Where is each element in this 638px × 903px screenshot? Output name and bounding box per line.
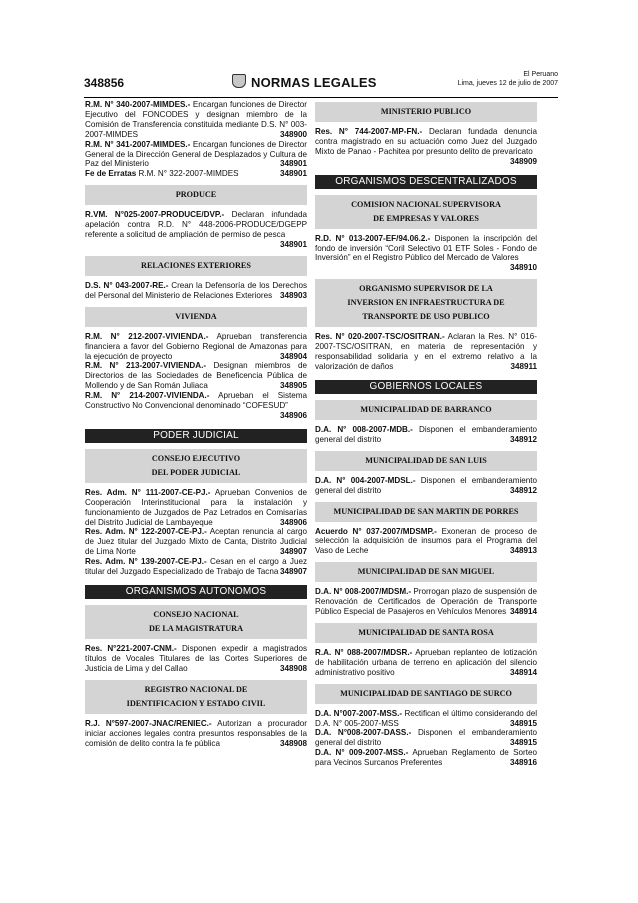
entry-summary: Encargan funciones de Director Ejecutivo del FONCODES y designan miembro de la Comisión de Transferencia constituida mediante D.S. N° 003-2007-MIMDES [85, 100, 307, 139]
index-entry [315, 748, 537, 768]
index-entry [85, 557, 307, 577]
index-entry [315, 587, 537, 617]
entry-summary: Rectifican el último considerando del D.A. N° 005-2007-MSS [315, 708, 537, 728]
index-entry [315, 648, 537, 678]
entry-page-number: 348904 [279, 351, 307, 361]
entry-summary: Disponen expedir a magistrados títulos de Vocales Titulares de las Cortes Superiores de Justicia de Lima y del Callao [85, 644, 307, 673]
section-poder-judicial: PODER JUDICIAL [85, 429, 307, 443]
ministerio-publico-entries [315, 127, 537, 167]
publication-info [458, 70, 558, 88]
entry-summary: Disponen el embanderamiento general del distrito [315, 728, 537, 748]
entry-reference: D.S. N° 043-2007-RE.- [85, 280, 169, 290]
entry-summary: Aprueban Convenios de Cooperación Interinstitucional para la instalación y funcionamiento de Juzgados de Paz Letrados en Comisarías del Distrito Judicial de Lambayeque [85, 487, 307, 527]
entry-page-number: 348915 [509, 738, 537, 748]
entry-reference: Res. Adm. N° 139-2007-CE-PJ.- [85, 557, 207, 567]
section-gobiernos-locales: GOBIERNOS LOCALES [315, 380, 537, 394]
entry-summary: Aprueban el Sistema Constructivo No Convencional denominado “COFESUD” [85, 391, 307, 411]
entry-page-number: 348903 [279, 290, 307, 300]
publication-name: El Peruano [523, 71, 558, 78]
index-entry [315, 127, 537, 167]
entry-page-number: 348901 [279, 159, 307, 169]
entry-page-number: 348915 [509, 718, 537, 728]
index-entry [85, 488, 307, 528]
entry-page-number: 348909 [509, 156, 537, 166]
subheading-line: DE LA MAGISTRATURA [148, 624, 243, 633]
entry-reference: Res. Adm. N° 122-2007-CE-PJ.- [85, 527, 207, 537]
entry-reference: Res. N° 744-2007-MP-FN.- [315, 127, 423, 136]
entry-reference: R.M. N° 341-2007-MIMDES.- [85, 139, 191, 149]
subheading-vivienda: VIVIENDA [85, 307, 307, 327]
index-entry [85, 210, 307, 250]
produce-entries [85, 210, 307, 250]
subheading-line: COMISION NACIONAL SUPERVISORA [351, 199, 501, 209]
entry-summary: Crean la Defensoría de los Derechos del Personal del Ministerio de Relaciones Exteriores [85, 280, 307, 300]
subheading-produce: PRODUCE [85, 185, 307, 205]
entry-page-number: 348911 [510, 361, 537, 371]
subheading-consejo-ejecutivo [85, 449, 307, 483]
municipal-sections [315, 400, 537, 768]
poder-judicial-entries [85, 488, 307, 577]
entry-page-number: 348901 [279, 239, 307, 249]
entry-reference: D.A. N°007-2007-MSS.- [315, 708, 403, 718]
entry-summary: Aceptan renuncia al cargo de Juez titular del Juzgado Mixto de Canta, Distrito Judicial de Lima Norte [85, 527, 307, 557]
entry-reference: R.M. N° 212-2007-VIVIENDA.- [85, 331, 209, 341]
entry-reference: Res. N°221-2007-CNM.- [85, 644, 177, 653]
entry-summary: Exoneran de proceso de selección la adquisición de insumos para el Programa del Vaso de Leche [315, 526, 538, 556]
left-column [85, 100, 307, 748]
publication-date: Lima, jueves 12 de julio de 2007 [457, 80, 558, 87]
subheading-municipalidad: MUNICIPALIDAD DE SANTA ROSA [315, 623, 537, 643]
index-entry [85, 527, 307, 557]
section-organismos-autonomos: ORGANISMOS AUTONOMOS [85, 585, 307, 599]
entry-reference: R.M. N° 214-2007-VIVIENDA.- [85, 391, 210, 401]
entry-page-number: 348900 [279, 129, 307, 139]
vivienda-entries [85, 332, 307, 421]
entry-summary: Cesan en el cargo a Juez titular del Juzgado Especializado de Trabajo de Tacna [85, 557, 307, 577]
entry-page-number: 348908 [279, 738, 307, 748]
subheading-cnm [85, 605, 307, 639]
mimdes-entries [85, 100, 307, 179]
entry-page-number: 348910 [509, 263, 537, 273]
entry-reference: R.M. N° 213-2007-VIVIENDA.- [85, 361, 207, 371]
entry-page-number: 348916 [509, 758, 537, 768]
index-entry [315, 709, 537, 729]
index-entry [85, 169, 307, 179]
entry-reference: Res. N° 020-2007-TSC/OSITRAN.- [315, 332, 445, 342]
page-number: 348856 [84, 76, 125, 90]
entry-reference: R.J. N°597-2007-JNAC/RENIEC.- [85, 718, 212, 728]
index-entry [85, 391, 307, 421]
subheading-line: ORGANISMO SUPERVISOR DE LA [359, 284, 493, 294]
header-rule [84, 97, 558, 98]
index-entry [85, 100, 307, 140]
municipal-entries [315, 587, 537, 617]
subheading-ositran [315, 279, 537, 327]
index-entry [85, 644, 307, 674]
entry-page-number: 348906 [279, 410, 307, 420]
entry-summary: Prorrogan plazo de suspensión de Renovación de Certificados de Operación de Transporte Público Especial de Pasajeros en Vehículos Menores [315, 587, 537, 617]
index-entry [315, 234, 537, 274]
cnm-entries [85, 644, 307, 674]
subheading-line: IDENTIFICACION Y ESTADO CIVIL [126, 698, 266, 708]
index-entry [315, 332, 537, 372]
subheading-relaciones-exteriores: RELACIONES EXTERIORES [85, 256, 307, 276]
masthead [232, 74, 377, 90]
index-entry [85, 719, 307, 749]
page-header [84, 70, 558, 96]
entry-page-number: 348913 [509, 546, 537, 556]
subheading-ministerio-publico: MINISTERIO PUBLICO [315, 102, 537, 122]
entry-summary: R.M. N° 322-2007-MIMDES [138, 169, 239, 179]
entry-page-number: 348906 [279, 517, 307, 527]
entry-summary: Disponen el embanderamiento general del distrito [315, 475, 538, 495]
entry-reference: D.A. N° 004-2007-MDSL.- [315, 475, 416, 485]
entry-reference: D.A. N° 009-2007-MSS.- [315, 748, 409, 758]
entry-reference: R.VM. N°025-2007-PRODUCE/DVP.- [85, 210, 225, 220]
entry-summary: Aprueban Reglamento de Sorteo para Vecinos Surcanos Preferentes [315, 748, 537, 768]
entry-reference: D.A. N° 008-2007/MDSM.- [315, 587, 412, 597]
subheading-line: DE EMPRESAS Y VALORES [373, 213, 479, 223]
entry-page-number: 348901 [279, 169, 307, 179]
municipal-entries [315, 709, 537, 768]
masthead-title: NORMAS LEGALES [251, 75, 377, 90]
section-organismos-descentralizados: ORGANISMOS DESCENTRALIZADOS [315, 175, 537, 189]
index-entry [315, 476, 537, 496]
municipal-entries [315, 425, 537, 445]
entry-page-number: 348912 [509, 485, 537, 495]
entry-summary: Autorizan a procurador iniciar acciones legales contra presuntos responsables de la comisión de delito contra la fe pública [85, 718, 307, 748]
entry-page-number: 348907 [279, 567, 307, 577]
entry-reference: D.A. N° 008-2007-MDB.- [315, 424, 413, 434]
entry-summary: Aprueban replanteo de lotización de habilitación urbana de terreno en aplicación del silencio administrativo positivo [315, 647, 537, 677]
relaciones-entries [85, 281, 307, 301]
index-entry [85, 361, 307, 391]
entry-summary: Aclaran la Res. N° 016-2007-TSC/OSITRAN, en materia de representación y responsabilidad solidaria y en el extremo relativo a la valorización de daños [315, 332, 537, 371]
subheading-municipalidad: MUNICIPALIDAD DE SAN MIGUEL [315, 562, 537, 582]
subheading-municipalidad: MUNICIPALIDAD DE SAN MARTIN DE PORRES [315, 502, 537, 522]
subheading-municipalidad: MUNICIPALIDAD DE SAN LUIS [315, 451, 537, 471]
right-column [315, 100, 537, 768]
entry-summary: Designan miembros de Directorios de las Sociedades de Beneficencia Pública de Mollendo y de San Román Juliaca [85, 361, 307, 391]
index-entry [85, 332, 307, 362]
subheading-line: INVERSION EN INFRAESTRUCTURA DE [347, 298, 505, 308]
index-entry [315, 527, 537, 557]
municipal-entries [315, 527, 537, 557]
subheading-line: DEL PODER JUDICIAL [151, 467, 241, 477]
entry-page-number: 348907 [279, 547, 307, 557]
subheading-municipalidad: MUNICIPALIDAD DE SANTIAGO DE SURCO [315, 684, 537, 704]
subheading-reniec [85, 680, 307, 714]
entry-reference: R.D. N° 013-2007-EF/94.06.2.- [315, 233, 431, 243]
subheading-conasev [315, 195, 537, 229]
entry-reference: Acuerdo N° 037-2007/MDSMP.- [315, 526, 437, 536]
coat-of-arms-icon [232, 74, 246, 88]
index-entry [315, 728, 537, 748]
entry-page-number: 348905 [279, 381, 307, 391]
subheading-line: CONSEJO NACIONAL [153, 610, 239, 619]
conasev-entries [315, 234, 537, 274]
entry-summary: Aprueban transferencia financiera a favor del Gobierno Regional de Amazonas para la ejecución de proyecto [85, 331, 307, 361]
entry-summary: Encargan funciones de Director General de la Dirección General de Desplazados y Cultura de Paz del Ministerio [85, 139, 307, 169]
index-entry [315, 425, 537, 445]
subheading-line: REGISTRO NACIONAL DE [144, 684, 248, 694]
ositran-entries [315, 332, 537, 372]
municipal-entries [315, 476, 537, 496]
subheading-line: TRANSPORTE DE USO PUBLICO [362, 312, 490, 322]
municipal-entries [315, 648, 537, 678]
entry-reference: R.A. N° 088-2007/MDSR.- [315, 647, 413, 657]
entry-summary: Disponen la inscripción del fondo de inversión “Coril Selectivo 01 ETF Soles - Fondo de Inversión” en el Registro Público del Mercado de Valores [315, 233, 537, 263]
entry-reference: R.M. N° 340-2007-MIMDES.- [85, 100, 191, 109]
entry-summary: Declaran fundada denuncia contra magistrado en su actuación como Juez del Juzgado Mixto de Panao - Pachitea por presunto delito de prevaricato [315, 127, 538, 156]
entry-summary: Disponen el embanderamiento general del distrito [315, 424, 538, 444]
entry-page-number: 348912 [509, 434, 537, 444]
subheading-municipalidad: MUNICIPALIDAD DE BARRANCO [315, 400, 537, 420]
index-entry [85, 281, 307, 301]
entry-reference: D.A. N°008-2007-DASS.- [315, 728, 412, 738]
entry-reference: Res. Adm. N° 111-2007-CE-PJ.- [85, 487, 211, 497]
index-entry [85, 140, 307, 170]
entry-page-number: 348914 [509, 667, 537, 677]
entry-page-number: 348914 [509, 607, 537, 617]
entry-reference: Fe de Erratas [85, 169, 137, 179]
reniec-entries [85, 719, 307, 749]
entry-summary: Declaran infundada apelación contra R.D. N° 448-2006-PRODUCE/DGEPP referente a solicitud de ampliación de permiso de pesca [85, 210, 307, 240]
entry-page-number: 348908 [279, 663, 307, 673]
subheading-line: CONSEJO EJECUTIVO [151, 453, 241, 463]
